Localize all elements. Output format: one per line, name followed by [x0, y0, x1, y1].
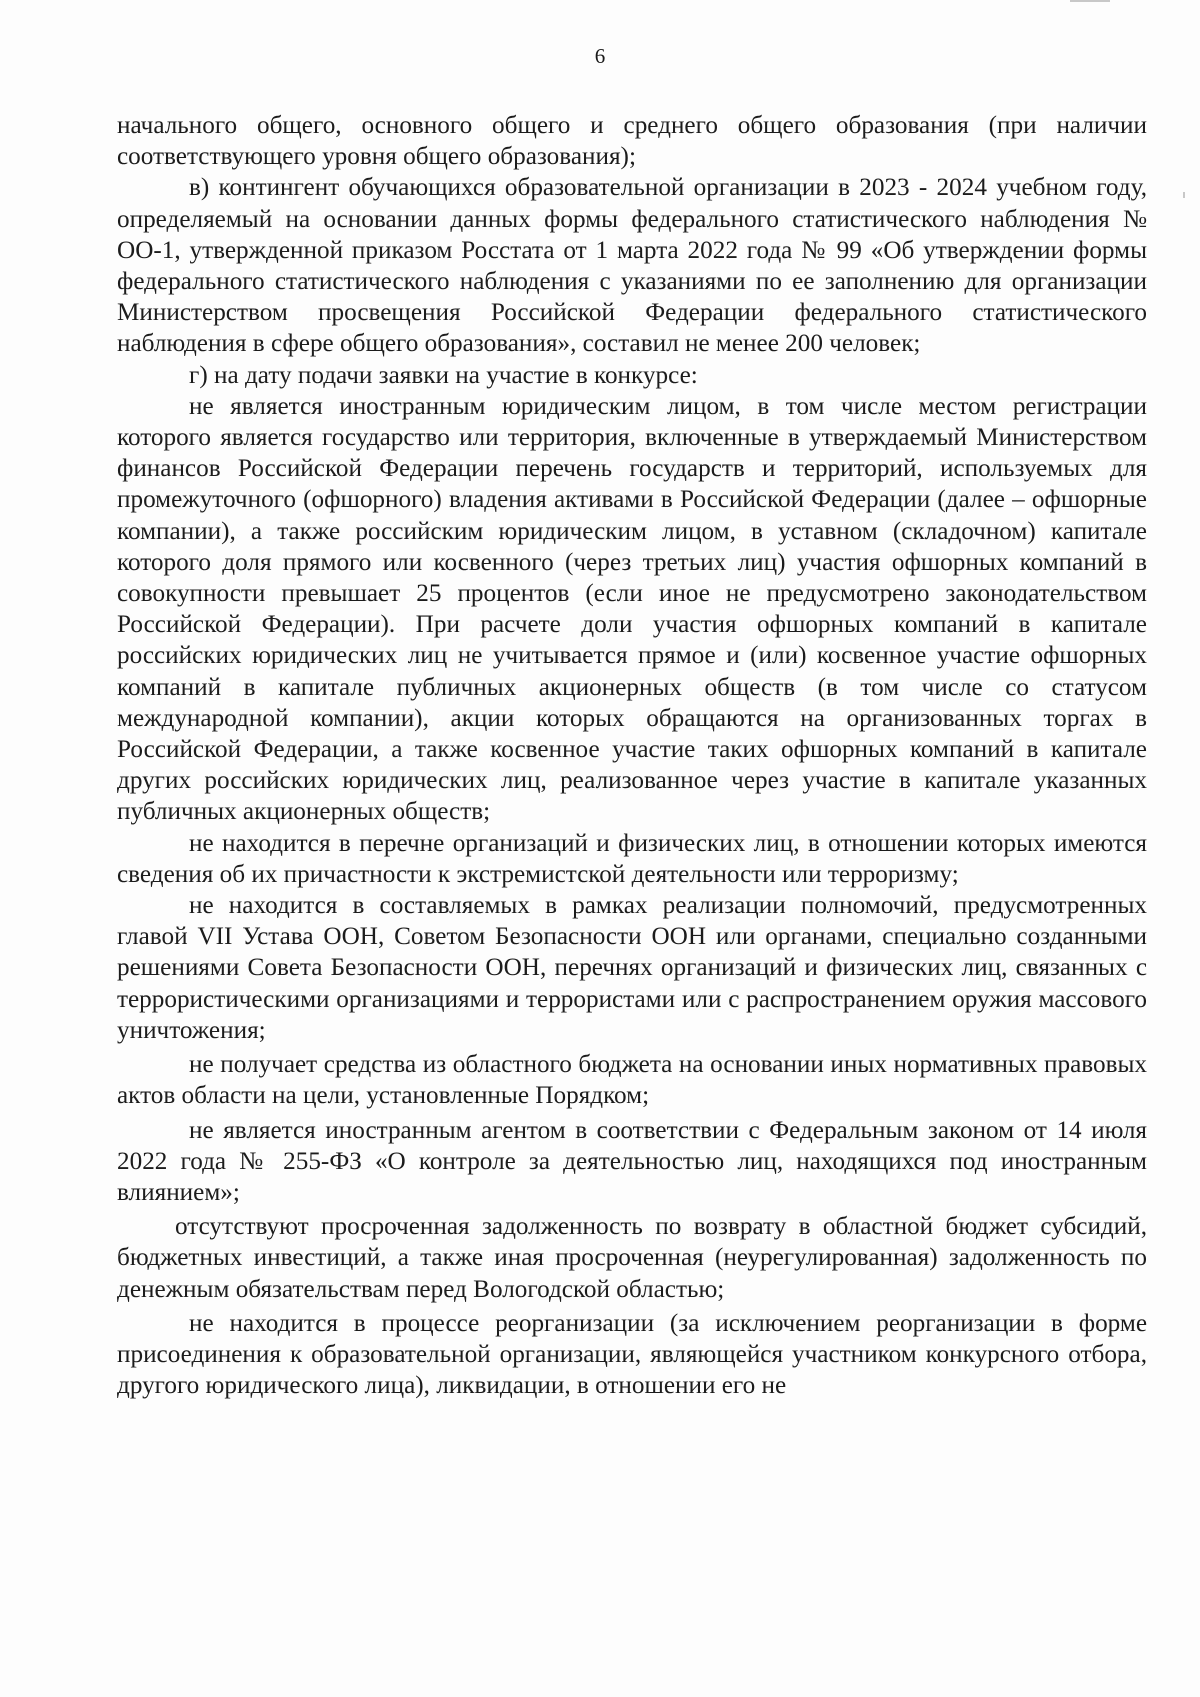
paragraph-not-un-list: не находится в составляемых в рамках реализации полномочий, предусмотренных главой VII Устава ООН, Советом Безопасности ООН или органами, специально созданными решениями Совета Безопасности ООН, перечнях организаций и физических лиц, связанных с террористическими организациями и террористами или с распространением оружия массового уничтожения;: [117, 892, 1147, 1044]
paragraph-not-foreign-entity: не является иностранным юридическим лицом, в том числе местом регистрации которого является государство или территория, включенные в утверждаемый Министерством финансов Российской Федерации перечень государств и территорий, используемых для промежуточного (офшорного) владения активами в Российской Федерации (далее – офшорные компании), а также российским юридическим лицом, в уставном (складочном) капитале которого доля прямого или косвенного (через третьих лиц) участия офшорных компаний в совокупности превышает 25 процентов (если иное не предусмотрено законодательством Российской Федерации). При расчете доли участия офшорных компаний в капитале российских юридических лиц не учитывается прямое и (или) косвенное участие офшорных компаний в капитале публичных акционерных обществ (в том числе со статусом международной компании), акции которых обращаются на организованных торгах в Российской Федерации, а также косвенное участие таких офшорных компаний в капитале других российских юридических лиц, реализованное через участие в капитале указанных публичных акционерных обществ;: [117, 392, 1147, 826]
paragraph-not-extremist-list: не находится в перечне организаций и физических лиц, в отношении которых имеются сведения об их причастности к экстремистской деятельности или терроризму;: [117, 829, 1147, 888]
document-body: [117, 110, 1147, 1401]
scan-artifact: [1183, 192, 1185, 198]
scan-artifact: [1070, 0, 1110, 2]
page-number: 6: [594, 44, 606, 68]
paragraph-item-v: в) контингент обучающихся образовательной организации в 2023 - 2024 учебном году, определяемый на основании данных формы федерального статистического наблюдения № ОО-1, утвержденной приказом Росстата от 1 марта 2022 года № 99 «Об утверждении формы федерального статистического наблюдения с указаниями по ее заполнению для организации Министерством просвещения Российской Федерации федерального статистического наблюдения в сфере общего образования», составил не менее 200 человек;: [117, 174, 1147, 358]
paragraph-no-budget-funds: не получает средства из областного бюджета на основании иных нормативных правовых актов области на цели, установленные Порядком;: [117, 1051, 1147, 1110]
paragraph-no-debt: отсутствуют просроченная задолженность по возврату в областной бюджет субсидий, бюджетных инвестиций, а также иная просроченная (неурегулированная) задолженность по денежным обязательствам перед Вологодской областью;: [117, 1213, 1147, 1303]
paragraph-not-reorganization: не находится в процессе реорганизации (за исключением реорганизации в форме присоединения к образовательной организации, являющейся участником конкурсного отбора, другого юридического лица), ликвидации, в отношении его не: [117, 1309, 1147, 1400]
paragraph: начального общего, основного общего и среднего общего образования (при наличии соответствующего уровня общего образования);: [117, 112, 1147, 171]
paragraph-item-g: г) на дату подачи заявки на участие в конкурсе:: [189, 361, 698, 389]
paragraph-not-foreign-agent: не является иностранным агентом в соответствии с Федеральным законом от 14 июля 2022 года № 255-ФЗ «О контроле за деятельностью лиц, находящихся под иностранным влиянием»;: [117, 1116, 1147, 1206]
